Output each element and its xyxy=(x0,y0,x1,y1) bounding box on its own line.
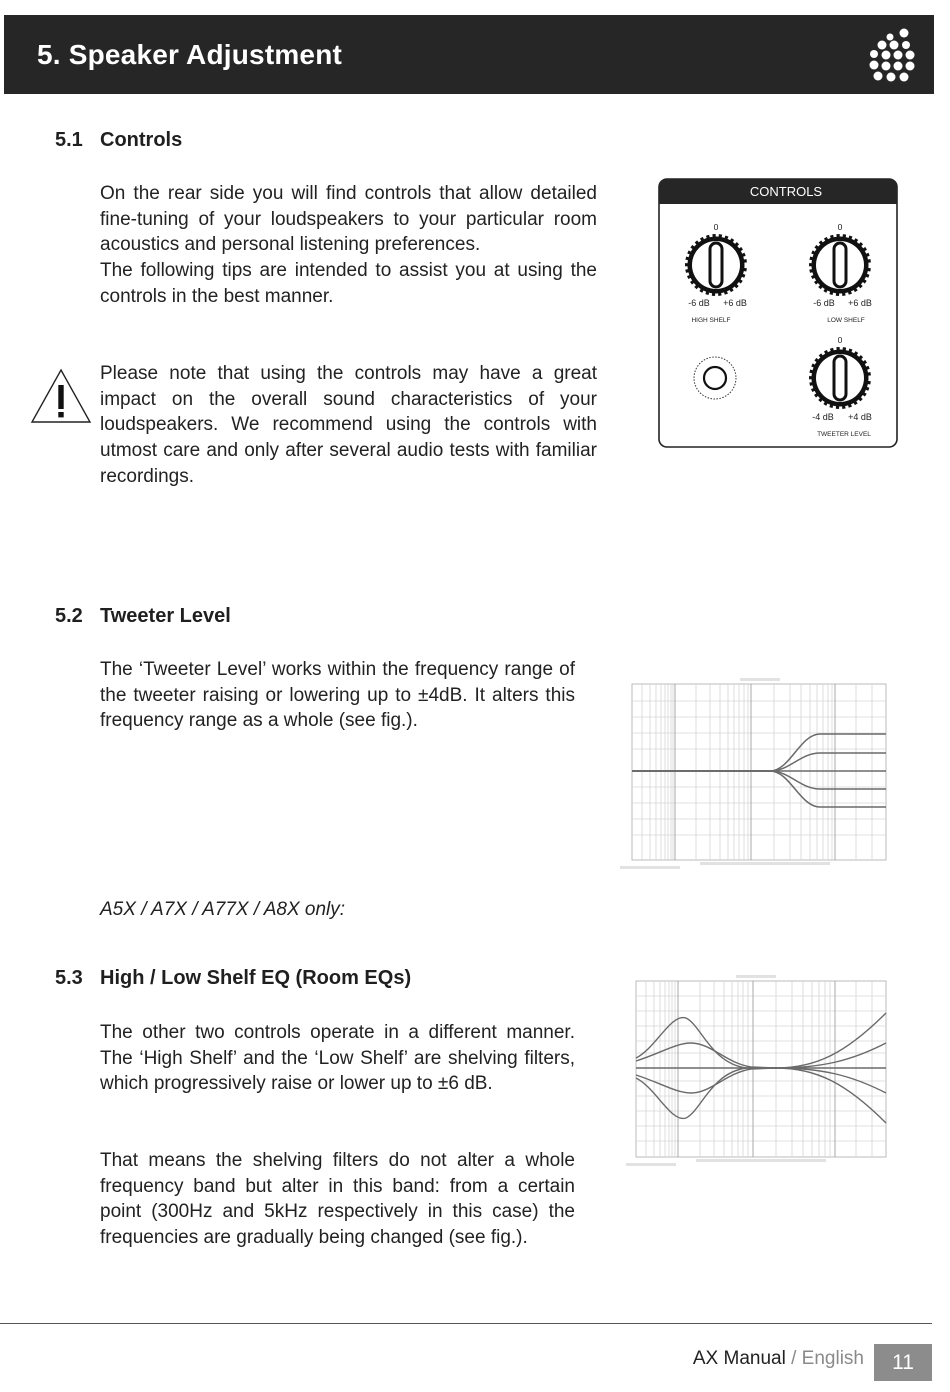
footer-language: English xyxy=(801,1348,864,1369)
knob-min-label: -4 dB xyxy=(812,412,834,422)
controls-intro-paragraph-1: On the rear side you will find controls that allow detailed fine-tuning of your loudspeakers to your particular room acoustics and personal listening preferences. xyxy=(100,183,597,256)
page-title: 5. Speaker Adjustment xyxy=(37,39,343,70)
knob-min-label: -6 dB xyxy=(813,298,835,308)
shelf-paragraph-1: The other two controls operate in a different manner. The ‘High Shelf’ and the ‘Low Shelf’ are shelving filters, which progressively raise or lower up to ±6 dB. xyxy=(100,1022,575,1095)
shelf-description-1 xyxy=(100,1020,575,1097)
knob-name-label: LOW SHELF xyxy=(827,317,865,324)
warning-note xyxy=(100,361,597,490)
knob-max-label: +4 dB xyxy=(848,412,872,422)
section-number: 5.1 xyxy=(55,129,83,151)
page-header xyxy=(4,15,934,94)
models-note: A5X / A7X / A77X / A8X only: xyxy=(100,899,346,920)
rear-controls-panel xyxy=(658,178,898,448)
manual-name: AX Manual xyxy=(692,1348,786,1369)
section-number: 5.2 xyxy=(55,605,83,627)
footer-divider xyxy=(0,1323,932,1324)
knob-zero-label: 0 xyxy=(837,335,843,345)
knob-max-label: +6 dB xyxy=(723,298,747,308)
dot-cluster-logo-icon xyxy=(864,27,920,83)
knob-zero-label: 0 xyxy=(837,222,843,232)
section-number: 5.3 xyxy=(55,967,83,989)
section-title: High / Low Shelf EQ (Room EQs) xyxy=(100,967,412,989)
tweeter-level-response-graph xyxy=(620,676,892,876)
page-number: 11 xyxy=(874,1344,932,1381)
section-heading-controls xyxy=(55,129,182,152)
section-heading-shelf-eq xyxy=(55,967,411,990)
panel-title: CONTROLS xyxy=(749,184,823,199)
tweeter-paragraph: The ‘Tweeter Level’ works within the frequency range of the tweeter raising or lowering up to ±4dB. It alters this frequency range as a whole (see fig.). xyxy=(100,659,575,732)
warning-triangle-icon xyxy=(30,368,92,424)
tweeter-description xyxy=(100,657,575,734)
knob-max-label: +6 dB xyxy=(848,298,872,308)
section-title: Tweeter Level xyxy=(100,605,231,627)
knob-zero-label: 0 xyxy=(713,222,719,232)
warning-paragraph: Please note that using the controls may have a great impact on the overall sound characteristics of your loudspeakers. We recommend using the controls with utmost care and only after several audio tests with familiar recordings. xyxy=(100,363,597,487)
footer-manual-label xyxy=(693,1348,864,1370)
shelf-eq-response-graph xyxy=(626,973,892,1173)
section-title: Controls xyxy=(100,129,183,151)
shelf-paragraph-2: That means the shelving filters do not alter a whole frequency band but alter in this band: from a certain point (300Hz and 5kHz respectively in this case) the frequencies are gradually being changed (see fig.). xyxy=(100,1150,575,1249)
shelf-description-2 xyxy=(100,1148,575,1251)
knob-min-label: -6 dB xyxy=(688,298,710,308)
footer-separator: / xyxy=(785,1348,802,1369)
section-heading-tweeter-level xyxy=(55,605,231,628)
controls-intro-paragraph-2: The following tips are intended to assist you at using the controls in the best manner. xyxy=(100,260,597,307)
knob-name-label: HIGH SHELF xyxy=(691,317,731,324)
knob-name-label: TWEETER LEVEL xyxy=(817,431,871,438)
controls-intro xyxy=(100,181,597,310)
